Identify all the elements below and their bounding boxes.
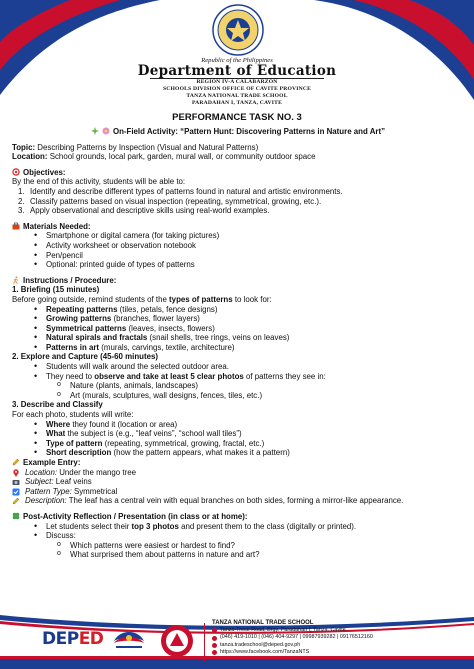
list-item [12,439,464,449]
school-seal-icon [160,624,194,658]
list-item [12,468,464,478]
pattern-types-list [12,305,464,353]
step1-intro-a: Before going outside, remind students of the [12,294,170,304]
footer-address: Tanza-Trece Road, Brgy. Paradahan I, Tanza, Cavite [220,627,346,634]
item-bold: Short description [46,448,112,458]
entry-label: Description: [25,496,67,506]
deped-logo-a: DEP [42,629,79,649]
example-heading [12,458,464,468]
item-text: (repeating, symmetrical, growing, fractal, etc.) [102,438,265,448]
objectives-intro: By the end of this activity, students will be able to: [12,177,186,187]
email-icon [212,643,217,648]
objectives-heading [12,168,464,178]
step2-title: 2. Explore and Capture (45-60 minutes) [12,352,159,362]
step2-list [12,362,464,381]
header-school: TANZA NATIONAL TRADE SCHOOL [186,93,288,99]
header-region: REGION IV-A CALABARZON [196,79,278,85]
facebook-icon [212,650,217,655]
list-item [12,522,464,532]
step3-intro: For each photo, students will write: [12,410,134,420]
label-tag-icon [12,488,20,496]
item-text: (snail shells, tree rings, veins on leaves) [147,333,290,343]
entry-label: Subject: [25,477,54,487]
objective-text: Identify and describe different types of patterns found in natural and artistic environments. [30,186,343,196]
materials-list [12,231,464,269]
item-bold: Repeating patterns [46,304,118,314]
item-text: and present them to the class (digitally or printed). [178,521,357,531]
materials-heading-text: Materials Needed: [23,221,91,231]
step2-sublist [12,381,464,400]
list-item [12,314,464,324]
materials-heading [12,222,464,232]
list-item [12,305,464,315]
walking-person-icon [12,276,20,284]
item-bold: observe and take at least 5 clear photos [94,371,244,381]
reflection-sublist [12,541,464,560]
entry-value: Under the mango tree [57,467,136,477]
item-text: They need to [46,371,95,381]
list-item [12,429,464,439]
reflection-heading-text: Post-Activity Reflection / Presentation (in class or at home): [23,511,248,521]
item-text: Let students select their [46,521,132,531]
list-item: • Optional: printed guide of types of patterns [12,260,464,270]
item-bold: Natural spirals and fractals [46,333,148,343]
footer-facebook-link[interactable]: https://www.facebook.com/TanzaNTS [220,648,310,655]
reflection-list [12,522,464,541]
list-item: o Art (murals, sculptures, wall designs, fences, tiles, etc.) [12,391,464,401]
page-title: PERFORMANCE TASK NO. 3 [172,112,302,123]
deped-logo [42,629,103,649]
item-bold: top 3 photos [131,521,179,531]
deped-logo-b: ED [78,629,104,649]
step1-title: 1. Briefing (15 minutes) [12,285,100,295]
objectives-list [12,187,464,216]
location-label: Location: [12,152,48,162]
item-text: (tiles, petals, fence designs) [117,304,218,314]
footer-divider [204,623,205,661]
example-entries [12,468,464,506]
location-value: School grounds, local park, garden, mural wall, or community outdoor space [49,152,316,162]
pencil-icon [12,497,20,505]
activity-text: On-Field Activity: “Pattern Hunt: Discovering Patterns in Nature and Art” [112,127,386,136]
instructions-heading [12,276,464,286]
list-item: • Pen/pencil [12,251,464,261]
list-item [12,477,464,487]
document-body [12,123,464,560]
footer-phone-row [212,634,373,641]
list-item: • Students will walk around the selected outdoor area. [12,362,464,372]
phone-icon [212,636,217,641]
item-text: (leaves, insects, flowers) [126,323,215,333]
list-item [12,333,464,343]
item-bold: Symmetrical patterns [46,323,127,333]
list-item [12,487,464,497]
location-icon [212,628,217,633]
item-text: (branches, flower layers) [111,314,200,324]
deped-seal-icon [212,4,264,56]
item-text: (murals, carvings, textile, architecture) [99,342,235,352]
list-item [12,343,464,353]
list-item: 2. Classify patterns based on visual inspection (repeating, symmetrical, growing, etc.). [18,196,322,206]
sparkle-icon [91,127,99,135]
topic-line [12,143,464,153]
example-heading-text: Example Entry: [23,458,81,467]
item-text: the subject is (e.g., “leaf veins”, “school wall tiles”) [65,429,242,439]
clover-icon [12,512,20,520]
list-item: 3. Apply observational and descriptive skills using real-world examples. [18,206,270,216]
flower-icon [102,127,110,135]
list-item: • Smartphone or digital camera (for taking pictures) [12,231,464,241]
item-text: (how the pattern appears, what makes it a pattern) [111,448,290,458]
header-department: Department of Education [137,63,337,79]
entry-value: The leaf has a central vein with equal branches on both sides, forming a mirror-like appearance. [66,496,404,506]
item-bold: Type of pattern [46,438,103,448]
topic-value: Describing Patterns by Inspection (Visual and Natural Patterns) [37,142,259,152]
header-address: PARADAHAN I, TANZA, CAVITE [191,100,283,106]
step3-title: 3. Describe and Classify [12,400,103,410]
objective-text: Classify patterns based on visual inspection (repeating, symmetrical, growing, etc.). [30,196,322,206]
list-item: o Nature (plants, animals, landscapes) [12,381,464,391]
entry-value: Leaf veins [53,477,92,487]
reflection-heading [12,512,464,522]
header-division: SCHOOLS DIVISION OFFICE OF CAVITE PROVINCE [162,86,312,92]
list-item [12,496,464,506]
item-bold: Growing patterns [46,314,112,324]
footer-email[interactable]: tanza.tradeschool@deped.gov.ph [220,641,301,648]
instructions-heading-text: Instructions / Procedure: [23,275,117,285]
list-item [12,448,464,458]
location-line [12,152,464,162]
camera-icon [12,478,20,486]
footer-phones: (046) 419-1010 | (046) 404-9297 | 09987939282 | 09176512160 [220,634,373,641]
objectives-heading-text: Objectives: [23,167,66,177]
bagong-pilipinas-logo-icon [112,627,146,653]
footer-facebook-row [212,649,373,656]
footer-school-name: TANZA NATIONAL TRADE SCHOOL [212,620,314,626]
pencil-icon [12,458,20,466]
list-item: 1. Identify and describe different types of patterns found in natural and artistic environments. [18,186,343,196]
footer-contact [212,620,373,656]
list-item [12,420,464,430]
entry-value: Symmetrical [71,486,118,496]
pin-icon [12,469,20,477]
objective-text: Apply observational and descriptive skills using real-world examples. [30,206,270,216]
step1-intro [12,295,464,305]
step1-intro-b: types of patterns [169,294,233,304]
footer-email-row [212,642,373,649]
topic-label: Topic: [12,142,36,152]
list-item: o Which patterns were easiest or hardest to find? [12,541,464,551]
item-text: they found it (location or area) [70,419,178,429]
header-republic: Republic of the Philippines [201,57,273,64]
list-item: • Discuss: [12,531,464,541]
list-item [12,324,464,334]
item-bold: Patterns in art [46,342,100,352]
target-icon [12,168,20,176]
step3-list [12,420,464,458]
list-item [12,372,464,382]
list-item: o What surprised them about patterns in nature and art? [12,550,464,560]
item-text: of patterns they see in: [243,371,326,381]
toolbox-icon [12,222,20,230]
list-item: • Activity worksheet or observation notebook [12,241,464,251]
activity-title [12,127,464,137]
footer-address-row [212,627,373,634]
step1-intro-c: to look for: [232,294,272,304]
entry-label: Location: [25,467,58,477]
item-bold: Where [46,419,71,429]
entry-label: Pattern Type: [25,486,72,496]
item-bold: What [46,429,66,439]
footer [0,617,474,669]
